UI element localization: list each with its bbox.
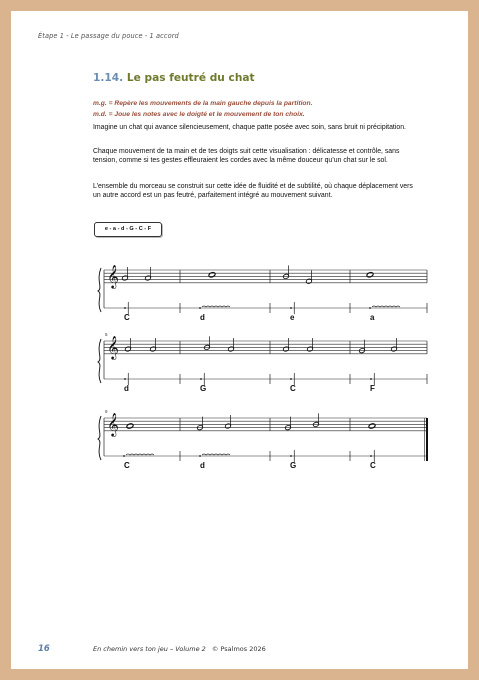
- music-system: [98, 332, 427, 393]
- brace: [98, 339, 101, 383]
- music-system: [98, 264, 427, 322]
- chord-name: G: [290, 461, 297, 470]
- arpeggio-mark: [126, 454, 154, 455]
- running-header: Étape 1 - Le passage du pouce - 1 accord: [38, 32, 179, 40]
- strum-dot: [124, 378, 126, 380]
- strum-dot: [123, 455, 125, 457]
- strum-dot: [369, 307, 371, 309]
- footer-text: [93, 645, 266, 653]
- copyright: © Psalmos 2026: [211, 645, 266, 653]
- whole-note: [366, 272, 374, 278]
- arpeggio-mark: [202, 306, 230, 307]
- paragraph-3: L’ensemble du morceau se construit sur cette idée de fluidité et de subtilité, où chaque déplacement vers un autre accord est un pas feutré, parfaitement intégré au mouvement suivant.: [93, 183, 413, 200]
- treble-clef-icon: 𝄞: [107, 335, 119, 359]
- chord-name: a: [370, 313, 375, 322]
- paragraph-2: Chaque mouvement de ta main et de tes doigts suit cette visualisation : délicatesse et contrôle, sans tension, comme si tes gestes effleuraient les cordes avec la même douceur qu’un chat sur le sol.: [93, 148, 400, 165]
- chord-name: d: [124, 384, 129, 393]
- treble-clef-icon: 𝄞: [107, 412, 119, 436]
- chord-name: C: [124, 313, 130, 322]
- strum-dot: [290, 455, 292, 457]
- book-title: En chemin vers ton jeu – Volume 2: [93, 645, 206, 653]
- whole-note: [368, 423, 376, 429]
- arpeggio-mark: [372, 306, 400, 307]
- strum-dot: [370, 455, 372, 457]
- strum-dot: [370, 378, 372, 380]
- strum-dot: [200, 378, 202, 380]
- strum-dot: [199, 455, 201, 457]
- chord-name: F: [370, 384, 375, 393]
- measure-number: 9: [105, 409, 108, 414]
- section-number: 1.14.: [93, 72, 124, 84]
- chord-name: d: [200, 461, 205, 470]
- treble-clef-icon: 𝄞: [107, 264, 119, 288]
- arpeggio-mark: [202, 454, 230, 455]
- page-number: 16: [38, 644, 50, 654]
- strum-dot: [199, 307, 201, 309]
- section-title-text: Le pas feutré du chat: [126, 72, 255, 84]
- strum-dot: [290, 378, 292, 380]
- whole-note: [126, 423, 134, 429]
- score-systems: [98, 264, 428, 470]
- chord-name: C: [290, 384, 296, 393]
- chord-name: C: [370, 461, 376, 470]
- brace: [98, 416, 101, 460]
- final-barline-thick: [426, 418, 428, 461]
- whole-note: [208, 272, 216, 278]
- measure-number: 5: [105, 332, 108, 337]
- strum-dot: [124, 307, 126, 309]
- paragraph-1: Imagine un chat qui avance silencieusement, chaque patte posée avec soin, sans bruit ni précipitation.: [93, 124, 406, 131]
- music-system: [98, 409, 428, 470]
- right-hand-instruction: m.d. = Joue les notes avec le doigté et le mouvement de ton choix.: [93, 111, 305, 118]
- left-hand-instruction: m.g. = Repère les mouvements de la main gauche depuis la partition.: [93, 100, 313, 107]
- chord-sequence-box: e - a - d - G - C - F: [94, 222, 162, 237]
- chord-name: e: [290, 313, 295, 322]
- brace: [98, 268, 101, 312]
- strum-dot: [290, 307, 292, 309]
- chord-name: d: [200, 313, 205, 322]
- chord-name: C: [124, 461, 130, 470]
- chord-name: G: [200, 384, 207, 393]
